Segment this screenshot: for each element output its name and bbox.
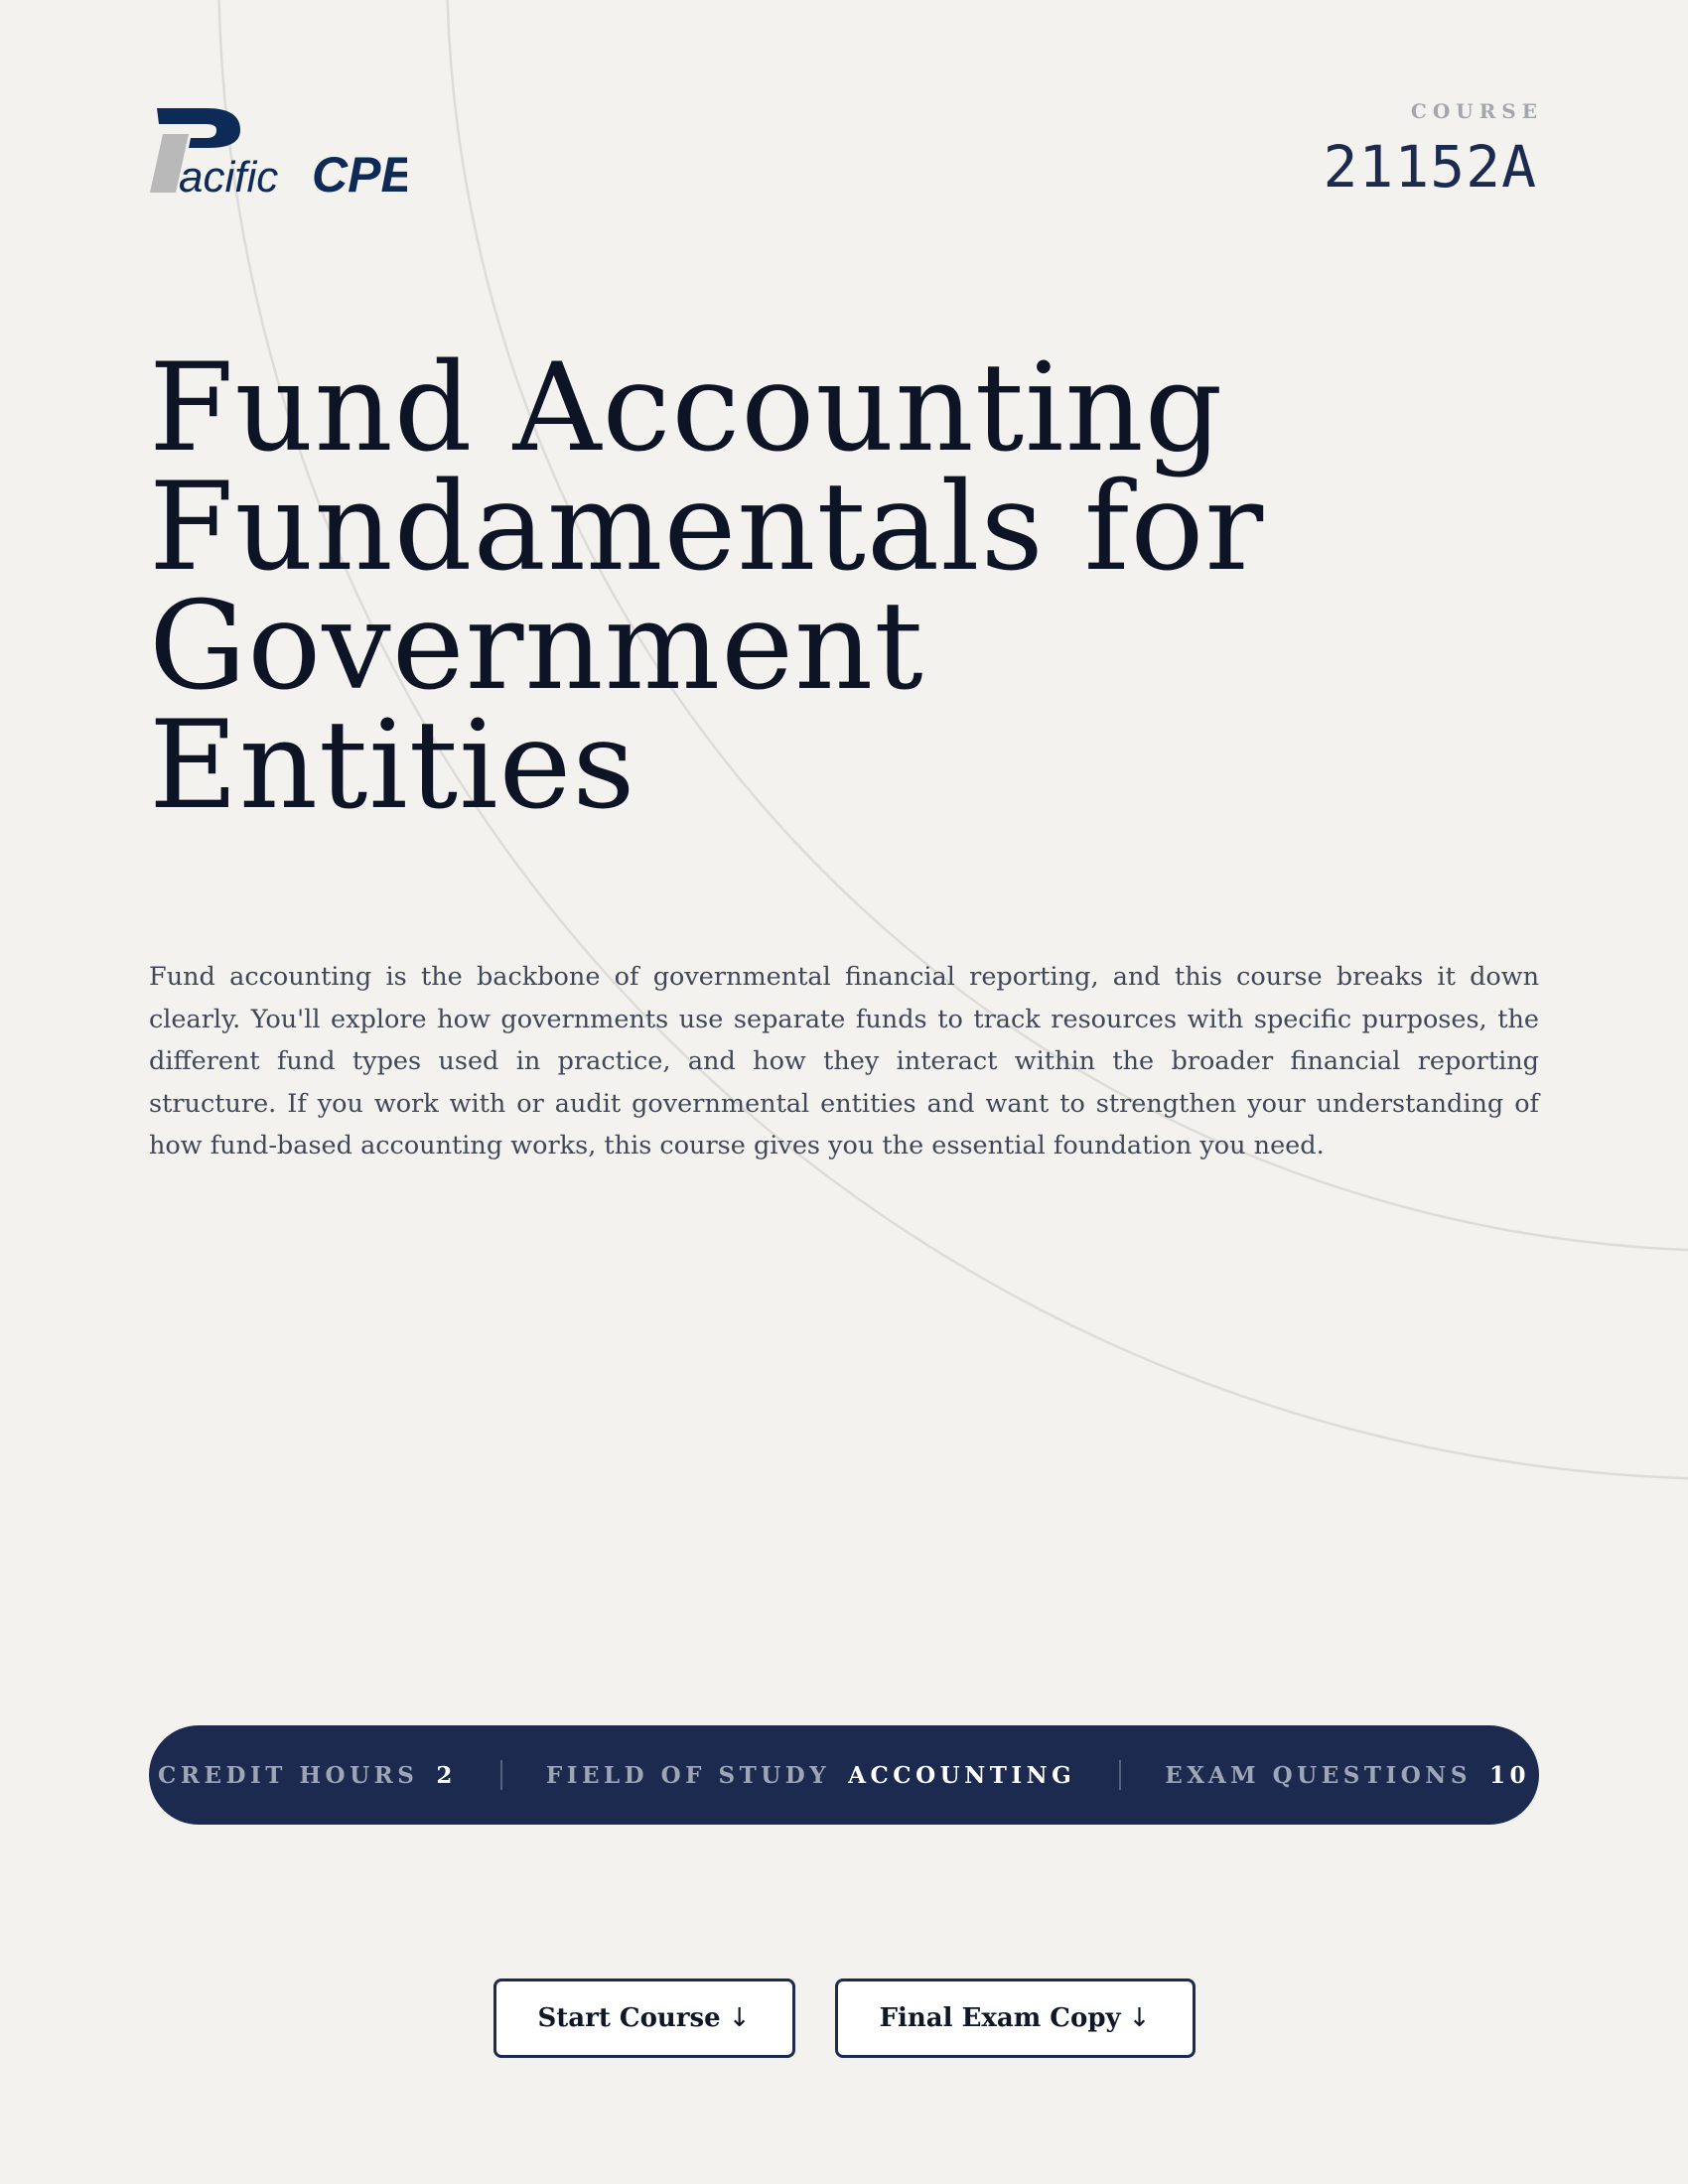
stat-divider — [500, 1760, 502, 1790]
pacific-cpe-logo — [149, 104, 407, 204]
course-title-line: Government — [149, 576, 924, 718]
course-title-line: Entities — [149, 695, 636, 837]
course-description: Fund accounting is the backbone of governmental financial reporting, and this course breaks it down clearly. You'll explore how governments use separate funds to track resources with specific purposes, the different fund types used in practice, and how they interact within the broader financial reporting structure. If you work with or audit governmental entities and want to strengthen your understanding of how fund-based accounting works, this course gives you the essential foundation you need. — [149, 962, 1539, 1160]
start-course-button[interactable] — [493, 1979, 795, 2058]
course-code-block — [1323, 99, 1543, 201]
arrow-down-icon: ↓ — [1128, 2003, 1151, 2033]
svg-text:acific: acific — [179, 153, 279, 202]
exam-questions-label: EXAM QUESTIONS — [1165, 1761, 1472, 1789]
credit-hours-value: 2 — [436, 1761, 457, 1789]
course-title-line: Fundamentals for — [149, 457, 1265, 599]
action-buttons — [0, 1979, 1688, 2058]
start-course-label: Start Course — [537, 2003, 721, 2033]
final-exam-copy-label: Final Exam Copy — [879, 2003, 1121, 2033]
pacific-cpe-logo-mark — [149, 104, 407, 204]
field-of-study-stat — [546, 1762, 1075, 1789]
arrow-down-icon: ↓ — [728, 2003, 751, 2033]
course-code: 21152A — [1323, 133, 1537, 201]
exam-questions-stat — [1165, 1762, 1530, 1789]
field-of-study-value: ACCOUNTING — [848, 1761, 1076, 1789]
stat-divider — [1119, 1760, 1121, 1790]
course-label: COURSE — [1410, 99, 1543, 123]
credit-hours-label: CREDIT HOURS — [158, 1761, 419, 1789]
svg-text:CPE: CPE — [312, 147, 407, 203]
course-title-line: Fund Accounting — [149, 338, 1224, 479]
credit-hours-stat — [158, 1762, 457, 1789]
course-title — [149, 338, 1340, 837]
course-stats-bar — [149, 1725, 1539, 1825]
exam-questions-value: 10 — [1488, 1761, 1530, 1789]
final-exam-copy-button[interactable] — [835, 1979, 1196, 2058]
field-of-study-label: FIELD OF STUDY — [545, 1761, 831, 1789]
